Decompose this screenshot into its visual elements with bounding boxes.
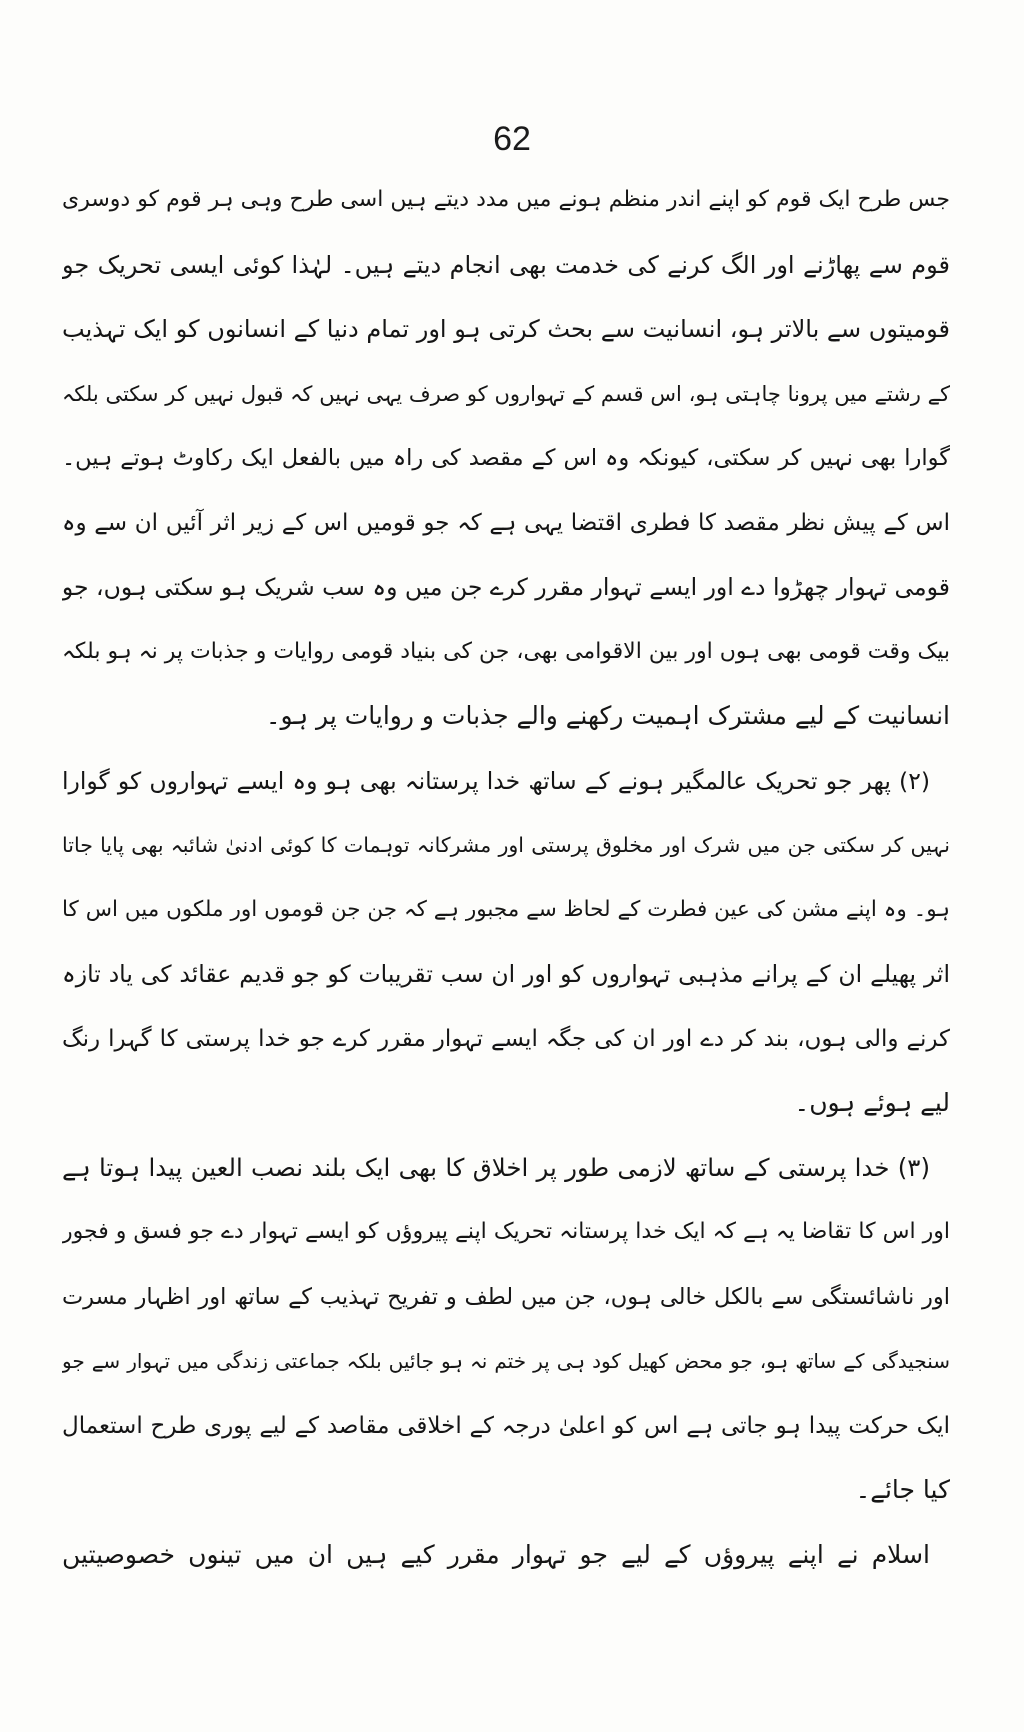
text-line: انسانیت کے لیے مشترک اہمیت رکھنے والے جذبات و روایات پر ہو۔ [265,701,950,730]
page-number: 62 [493,120,531,158]
text-line: قوم سے پھاڑنے اور الگ کرنے کی خدمت بھی انجام دیتے ہیں۔ لہٰذا کوئی ایسی تحریک جو [62,250,950,279]
text-line: قومی تہوار چھڑوا دے اور ایسے تہوار مقرر کرے جن میں وہ سب شریک ہو سکتی ہوں، جو [62,573,950,601]
text-line: اثر پھیلے ان کے پرانے مذہبی تہواروں کو اور ان سب تقریبات کو جو قدیم عقائد کی یاد تازہ [62,960,950,988]
text-line: اور ناشائستگی سے بالکل خالی ہوں، جن میں لطف و تفریح تہذیب کے ساتھ اور اظہار مسرت [62,1283,950,1310]
text-line: ہو۔ وہ اپنے مشن کی عین فطرت کے لحاظ سے مجبور ہے کہ جن جن قوموں اور ملکوں میں اس کا [62,896,950,922]
text-line: کرنے والی ہوں، بند کر دے اور ان کی جگہ ایسے تہوار مقرر کرے جو خدا پرستی کا گہرا رنگ [62,1025,950,1052]
text-line: قومیتوں سے بالاتر ہو، انسانیت سے بحث کرتی ہو اور تمام دنیا کے انسانوں کو ایک تہذیب [62,315,950,343]
text-line: لیے ہوئے ہوں۔ [794,1088,950,1117]
text-line: ایک حرکت پیدا ہو جاتی ہے اس کو اعلیٰ درجہ کے اخلاقی مقاصد کے لیے پوری طرح استعمال [62,1412,950,1439]
text-line: کے رشتے میں پرونا چاہتی ہو، اس قسم کے تہواروں کو صرف یہی نہیں کہ قبول نہیں کر سکتی بلکہ [62,381,950,406]
text-line: اور اس کا تقاضا یہ ہے کہ ایک خدا پرستانہ تحریک اپنے پیروؤں کو ایسے تہوار دے جو فسق و فجور [62,1219,950,1244]
text-line: اس کے پیش نظر مقصد کا فطری اقتضا یہی ہے کہ جو قومیں اس کے زیر اثر آئیں ان سے وہ [62,509,950,536]
text-line: سنجیدگی کے ساتھ ہو، جو محض کھیل کود ہی پر ختم نہ ہو جائیں بلکہ جماعتی زندگی میں تہوار سے جو [62,1349,950,1373]
paragraph-4-start: اسلام نے اپنے پیروؤں کے لیے جو تہوار مقرر کیے ہیں ان میں تینوں خصوصیتیں [62,1539,930,1569]
text-line: گوارا بھی نہیں کر سکتی، کیونکہ وہ اس کے مقصد کی راہ میں بالفعل ایک رکاوٹ ہوتے ہیں۔ [62,445,950,471]
text-line: کیا جائے۔ [855,1475,950,1504]
text-line: جس طرح ایک قوم کو اپنے اندر منظم ہونے میں مدد دیتے ہیں اسی طرح وہی ہر قوم کو دوسری [62,187,950,212]
paragraph-2-start: (۲) پھر جو تحریک عالمگیر ہونے کے ساتھ خدا پرستانہ بھی ہو وہ ایسے تہواروں کو گوارا [62,766,930,795]
page-body-text [62,168,950,1587]
text-line: نہیں کر سکتی جن میں شرک اور مخلوق پرستی اور مشرکانہ توہمات کا کوئی ادنیٰ شائبہ بھی پایا جاتا [62,833,950,857]
paragraph-3-start: (۳) خدا پرستی کے ساتھ لازمی طور پر اخلاق کا بھی ایک بلند نصب العین پیدا ہوتا ہے [62,1152,930,1182]
text-line: بیک وقت قومی بھی ہوں اور بین الاقوامی بھی، جن کی بنیاد قومی روایات و جذبات پر نہ ہو بلکہ [62,638,950,664]
